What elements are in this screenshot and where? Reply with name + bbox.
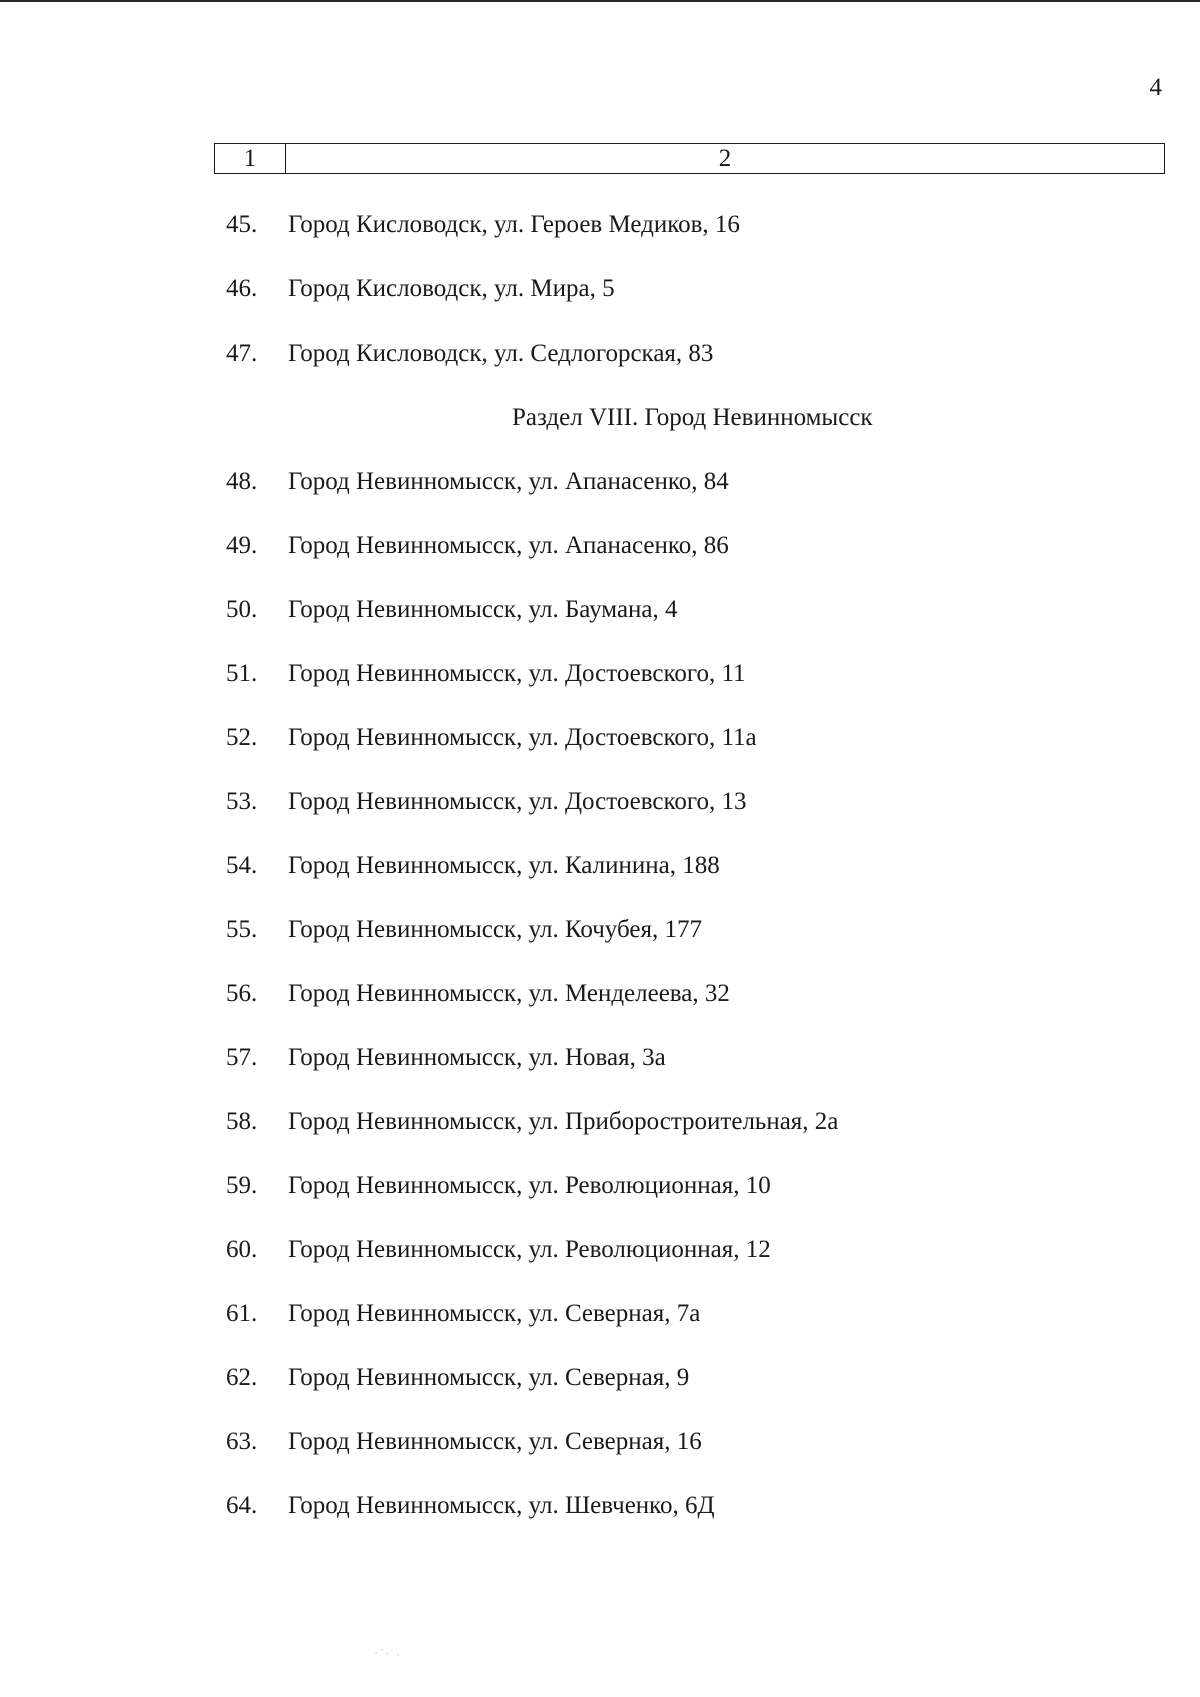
item-number: 57. [226, 1044, 258, 1071]
item-address: Город Невинномысск, ул. Баумана, 4 [288, 596, 678, 623]
section-title: Раздел VIII. Город Невинномысск [512, 404, 873, 431]
item-number: 60. [226, 1236, 258, 1263]
list-item [226, 658, 746, 690]
item-address: Город Невинномысск, ул. Кочубея, 177 [288, 916, 702, 943]
list-item [226, 1170, 771, 1202]
list-item [226, 466, 729, 498]
list-item [226, 1490, 715, 1522]
item-address: Город Кисловодск, ул. Мира, 5 [288, 275, 615, 302]
item-address: Город Невинномысск, ул. Менделеева, 32 [288, 980, 730, 1007]
list-item [226, 594, 678, 626]
item-address: Город Невинномысск, ул. Северная, 9 [288, 1364, 690, 1391]
list-item [226, 338, 713, 370]
item-number: 48. [226, 468, 258, 495]
item-number: 46. [226, 275, 258, 302]
item-number: 63. [226, 1428, 258, 1455]
item-number: 50. [226, 596, 258, 623]
item-address: Город Кисловодск, ул. Седлогорская, 83 [288, 340, 714, 367]
item-address: Город Невинномысск, ул. Калинина, 188 [288, 852, 720, 879]
list-item [226, 722, 757, 754]
list-item [226, 914, 702, 946]
list-item [226, 1426, 702, 1458]
item-number: 62. [226, 1364, 258, 1391]
item-number: 55. [226, 916, 258, 943]
list-item [226, 1298, 700, 1330]
item-address: Город Невинномысск, ул. Северная, 16 [288, 1428, 702, 1455]
page-number: 4 [1149, 74, 1162, 101]
item-address: Город Невинномысск, ул. Приборостроительная, 2а [288, 1108, 839, 1135]
item-address: Город Невинномысск, ул. Революционная, 12 [288, 1236, 771, 1263]
item-number: 53. [226, 788, 258, 815]
item-address: Город Невинномысск, ул. Шевченко, 6Д [288, 1492, 715, 1519]
item-number: 56. [226, 980, 258, 1007]
item-number: 47. [226, 340, 258, 367]
scan-noise-icon [372, 1647, 416, 1657]
scan-artifact [372, 1647, 416, 1657]
item-address: Город Невинномысск, ул. Достоевского, 11 [288, 660, 746, 687]
item-number: 54. [226, 852, 258, 879]
list-item [226, 1042, 666, 1074]
table-header [214, 143, 1165, 174]
item-address: Город Невинномысск, ул. Революционная, 10 [288, 1172, 771, 1199]
list-item [226, 1234, 771, 1266]
item-address: Город Невинномысск, ул. Новая, 3а [288, 1044, 666, 1071]
item-number: 45. [226, 211, 258, 238]
item-number: 49. [226, 532, 258, 559]
item-address: Город Невинномысск, ул. Северная, 7а [288, 1300, 701, 1327]
item-address: Город Невинномысск, ул. Апанасенко, 84 [288, 468, 729, 495]
header-col-number: 1 [215, 144, 286, 173]
list-item [226, 850, 720, 882]
item-number: 58. [226, 1108, 258, 1135]
item-number: 51. [226, 660, 258, 687]
header-col-address: 2 [718, 145, 732, 172]
top-border-line [0, 0, 1200, 2]
list-item [226, 530, 729, 562]
item-number: 52. [226, 724, 258, 751]
list-item [226, 1106, 838, 1138]
item-address: Город Невинномысск, ул. Достоевского, 13 [288, 788, 747, 815]
item-number: 61. [226, 1300, 258, 1327]
list-item [226, 209, 740, 241]
list-item [226, 1362, 689, 1394]
item-address: Город Невинномысск, ул. Апанасенко, 86 [288, 532, 729, 559]
item-number: 59. [226, 1172, 258, 1199]
item-address: Город Кисловодск, ул. Героев Медиков, 16 [288, 211, 740, 238]
list-item [226, 978, 730, 1010]
list-item [226, 273, 615, 305]
item-number: 64. [226, 1492, 258, 1519]
item-address: Город Невинномысск, ул. Достоевского, 11а [288, 724, 757, 751]
list-item [226, 786, 746, 818]
